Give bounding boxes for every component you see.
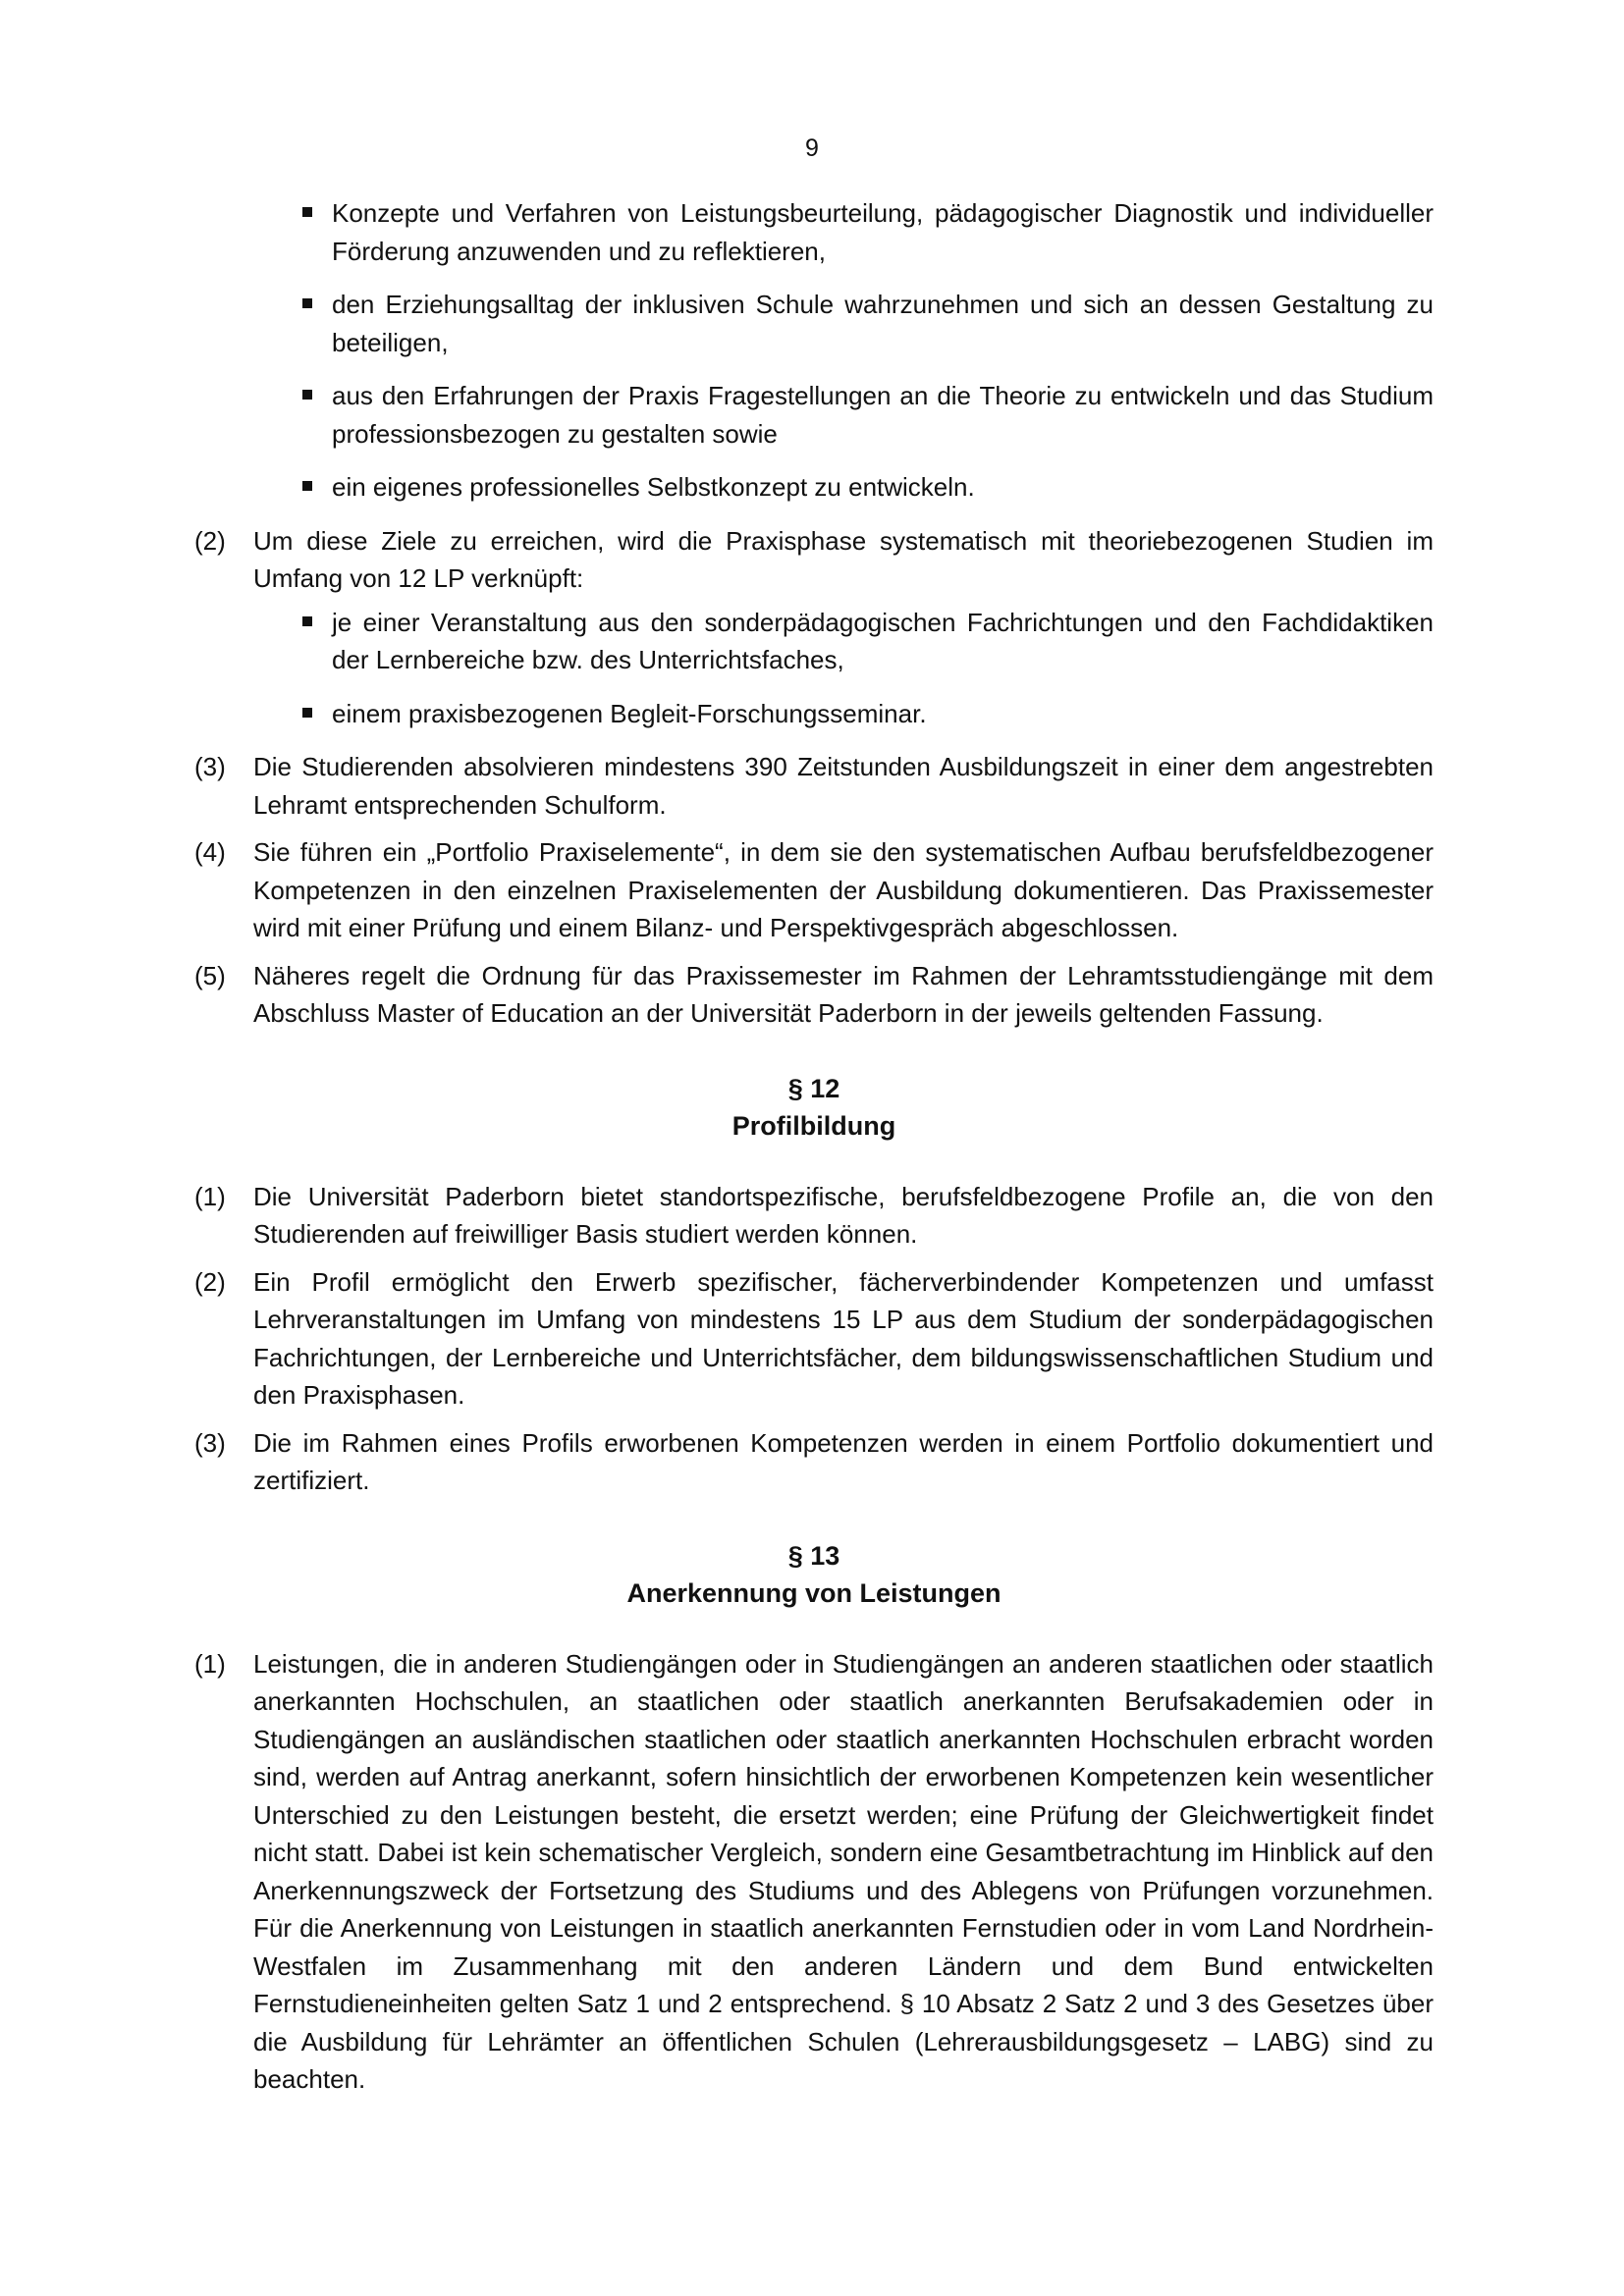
paragraph-number: (3) (194, 1427, 226, 1458)
page-number: 9 (805, 134, 819, 162)
paragraph-11-3 (194, 748, 1434, 824)
paragraph-12-1 (194, 1178, 1434, 1254)
square-bullet-icon (283, 604, 332, 679)
paragraph-text: Um diese Ziele zu erreichen, wird die Praxisphase systematisch mit theoriebezogenen Studien im Umfang von 12 LP verknüpft: (253, 525, 1434, 593)
paragraph-11-5 (194, 957, 1434, 1033)
paragraph-number: (1) (194, 1648, 226, 1679)
paragraph-body (253, 522, 1434, 739)
paragraph-11-4 (194, 833, 1434, 947)
paragraph-number: (5) (194, 960, 226, 990)
paragraph-13-1 (194, 1645, 1434, 2099)
bullet-item: den Erziehungsalltag der inklusiven Schule wahrzunehmen und sich an dessen Gestaltung zu beteiligen, (283, 286, 1434, 361)
section-heading-12 (194, 1070, 1434, 1145)
square-bullet-icon (283, 286, 332, 361)
page-content (194, 194, 1434, 2109)
nested-bullet-list (253, 604, 1434, 733)
paragraph-11-2 (194, 522, 1434, 739)
section-number: § 13 (787, 1540, 840, 1571)
intro-bullet-list (194, 194, 1434, 507)
square-bullet-icon (283, 194, 332, 270)
paragraph-text: Ein Profil ermöglicht den Erwerb spezifischer, fächerverbindender Kompetenzen und umfasst Lehrveranstaltungen im Umfang von mindestens 15 LP aus dem Studium der sonderpädagogischen Fachrichtungen, der Lernbereiche und Unterrichtsfächer, dem bildungswissenschaftlichen Studium und den Praxisphasen. (253, 1266, 1434, 1410)
square-bullet-icon (283, 695, 332, 733)
paragraph-12-2 (194, 1263, 1434, 1415)
paragraph-number: (4) (194, 837, 226, 867)
paragraph-12-3 (194, 1424, 1434, 1500)
section-title: Anerkennung von Leistungen (626, 1577, 1001, 1608)
paragraph-text: Die im Rahmen eines Profils erworbenen Kompetenzen werden in einem Portfolio dokumentiert und zertifiziert. (253, 1427, 1434, 1495)
paragraph-number: (2) (194, 525, 226, 556)
paragraph-text: Näheres regelt die Ordnung für das Praxissemester im Rahmen der Lehramtsstudiengänge mit dem Abschluss Master of Education an der Universität Paderborn in der jeweils geltenden Fassung. (253, 960, 1434, 1028)
section-heading-13 (194, 1537, 1434, 1612)
bullet-item: Konzepte und Verfahren von Leistungsbeurteilung, pädagogischer Diagnostik und individueller Förderung anzuwenden und zu reflektieren, (283, 194, 1434, 270)
bullet-item: aus den Erfahrungen der Praxis Fragestellungen an die Theorie zu entwickeln und das Studium professionsbezogen zu gestalten sowie (283, 377, 1434, 453)
paragraph-number: (3) (194, 752, 226, 781)
bullet-item: je einer Veranstaltung aus den sonderpädagogischen Fachrichtungen und den Fachdidaktiken der Lernbereiche bzw. des Unterrichtsfaches, (283, 604, 1434, 679)
paragraph-number: (1) (194, 1181, 226, 1211)
paragraph-text: Die Studierenden absolvieren mindestens 390 Zeitstunden Ausbildungszeit in einer dem angestrebten Lehramt entsprechenden Schulform. (253, 752, 1434, 820)
paragraph-text: Sie führen ein „Portfolio Praxiselemente“, in dem sie den systematischen Aufbau berufsfeldbezogener Kompetenzen in den einzelnen Praxiselementen der Ausbildung dokumentieren. Das Praxissemester wird mit einer Prüfung und einem Bilanz- und Perspektivgespräch abgeschlossen. (253, 837, 1434, 942)
section-title: Profilbildung (731, 1110, 896, 1141)
bullet-item: ein eigenes professionelles Selbstkonzept zu entwickeln. (283, 468, 1434, 507)
square-bullet-icon (283, 468, 332, 507)
square-bullet-icon (283, 377, 332, 453)
bullet-item: einem praxisbezogenen Begleit-Forschungsseminar. (283, 695, 1434, 733)
paragraph-number: (2) (194, 1266, 226, 1297)
section-number: § 12 (787, 1073, 840, 1103)
paragraph-text: Die Universität Paderborn bietet standortspezifische, berufsfeldbezogene Profile an, die von den Studierenden auf freiwilliger Basis studiert werden können. (253, 1181, 1434, 1249)
paragraph-text: Leistungen, die in anderen Studiengängen oder in Studiengängen an anderen staatlichen oder staatlich anerkannten Hochschulen, an staatlichen oder staatlich anerkannten Berufsakademien oder in Studiengängen an ausländischen staatlichen oder staatlich anerkannten Hochschulen erbracht worden sind, werden auf Antrag anerkannt, sofern hinsichtlich der erworbenen Kompetenzen kein wesentlicher Unterschied zu den Leistungen besteht, die ersetzt werden; eine Prüfung der Gleichwertigkeit findet nicht statt. Dabei ist kein schematischer Vergleich, sondern eine Gesamtbetrachtung im Hinblick auf den Anerkennungszweck der Fortsetzung des Studiums und des Ablegens von Prüfungen vorzunehmen. Für die Anerkennung von Leistungen in staatlich anerkannten Fernstudien oder in vom Land Nordrhein-Westfalen im Zusammenhang mit den anderen Ländern und dem Bund entwickelten Fernstudieneinheiten gelten Satz 1 und 2 entsprechend. § 10 Absatz 2 Satz 2 und 3 des Gesetzes über die Ausbildung für Lehrämter an öffentlichen Schulen (Lehrerausbildungsgesetz – LABG) sind zu beachten. (253, 1648, 1434, 2094)
